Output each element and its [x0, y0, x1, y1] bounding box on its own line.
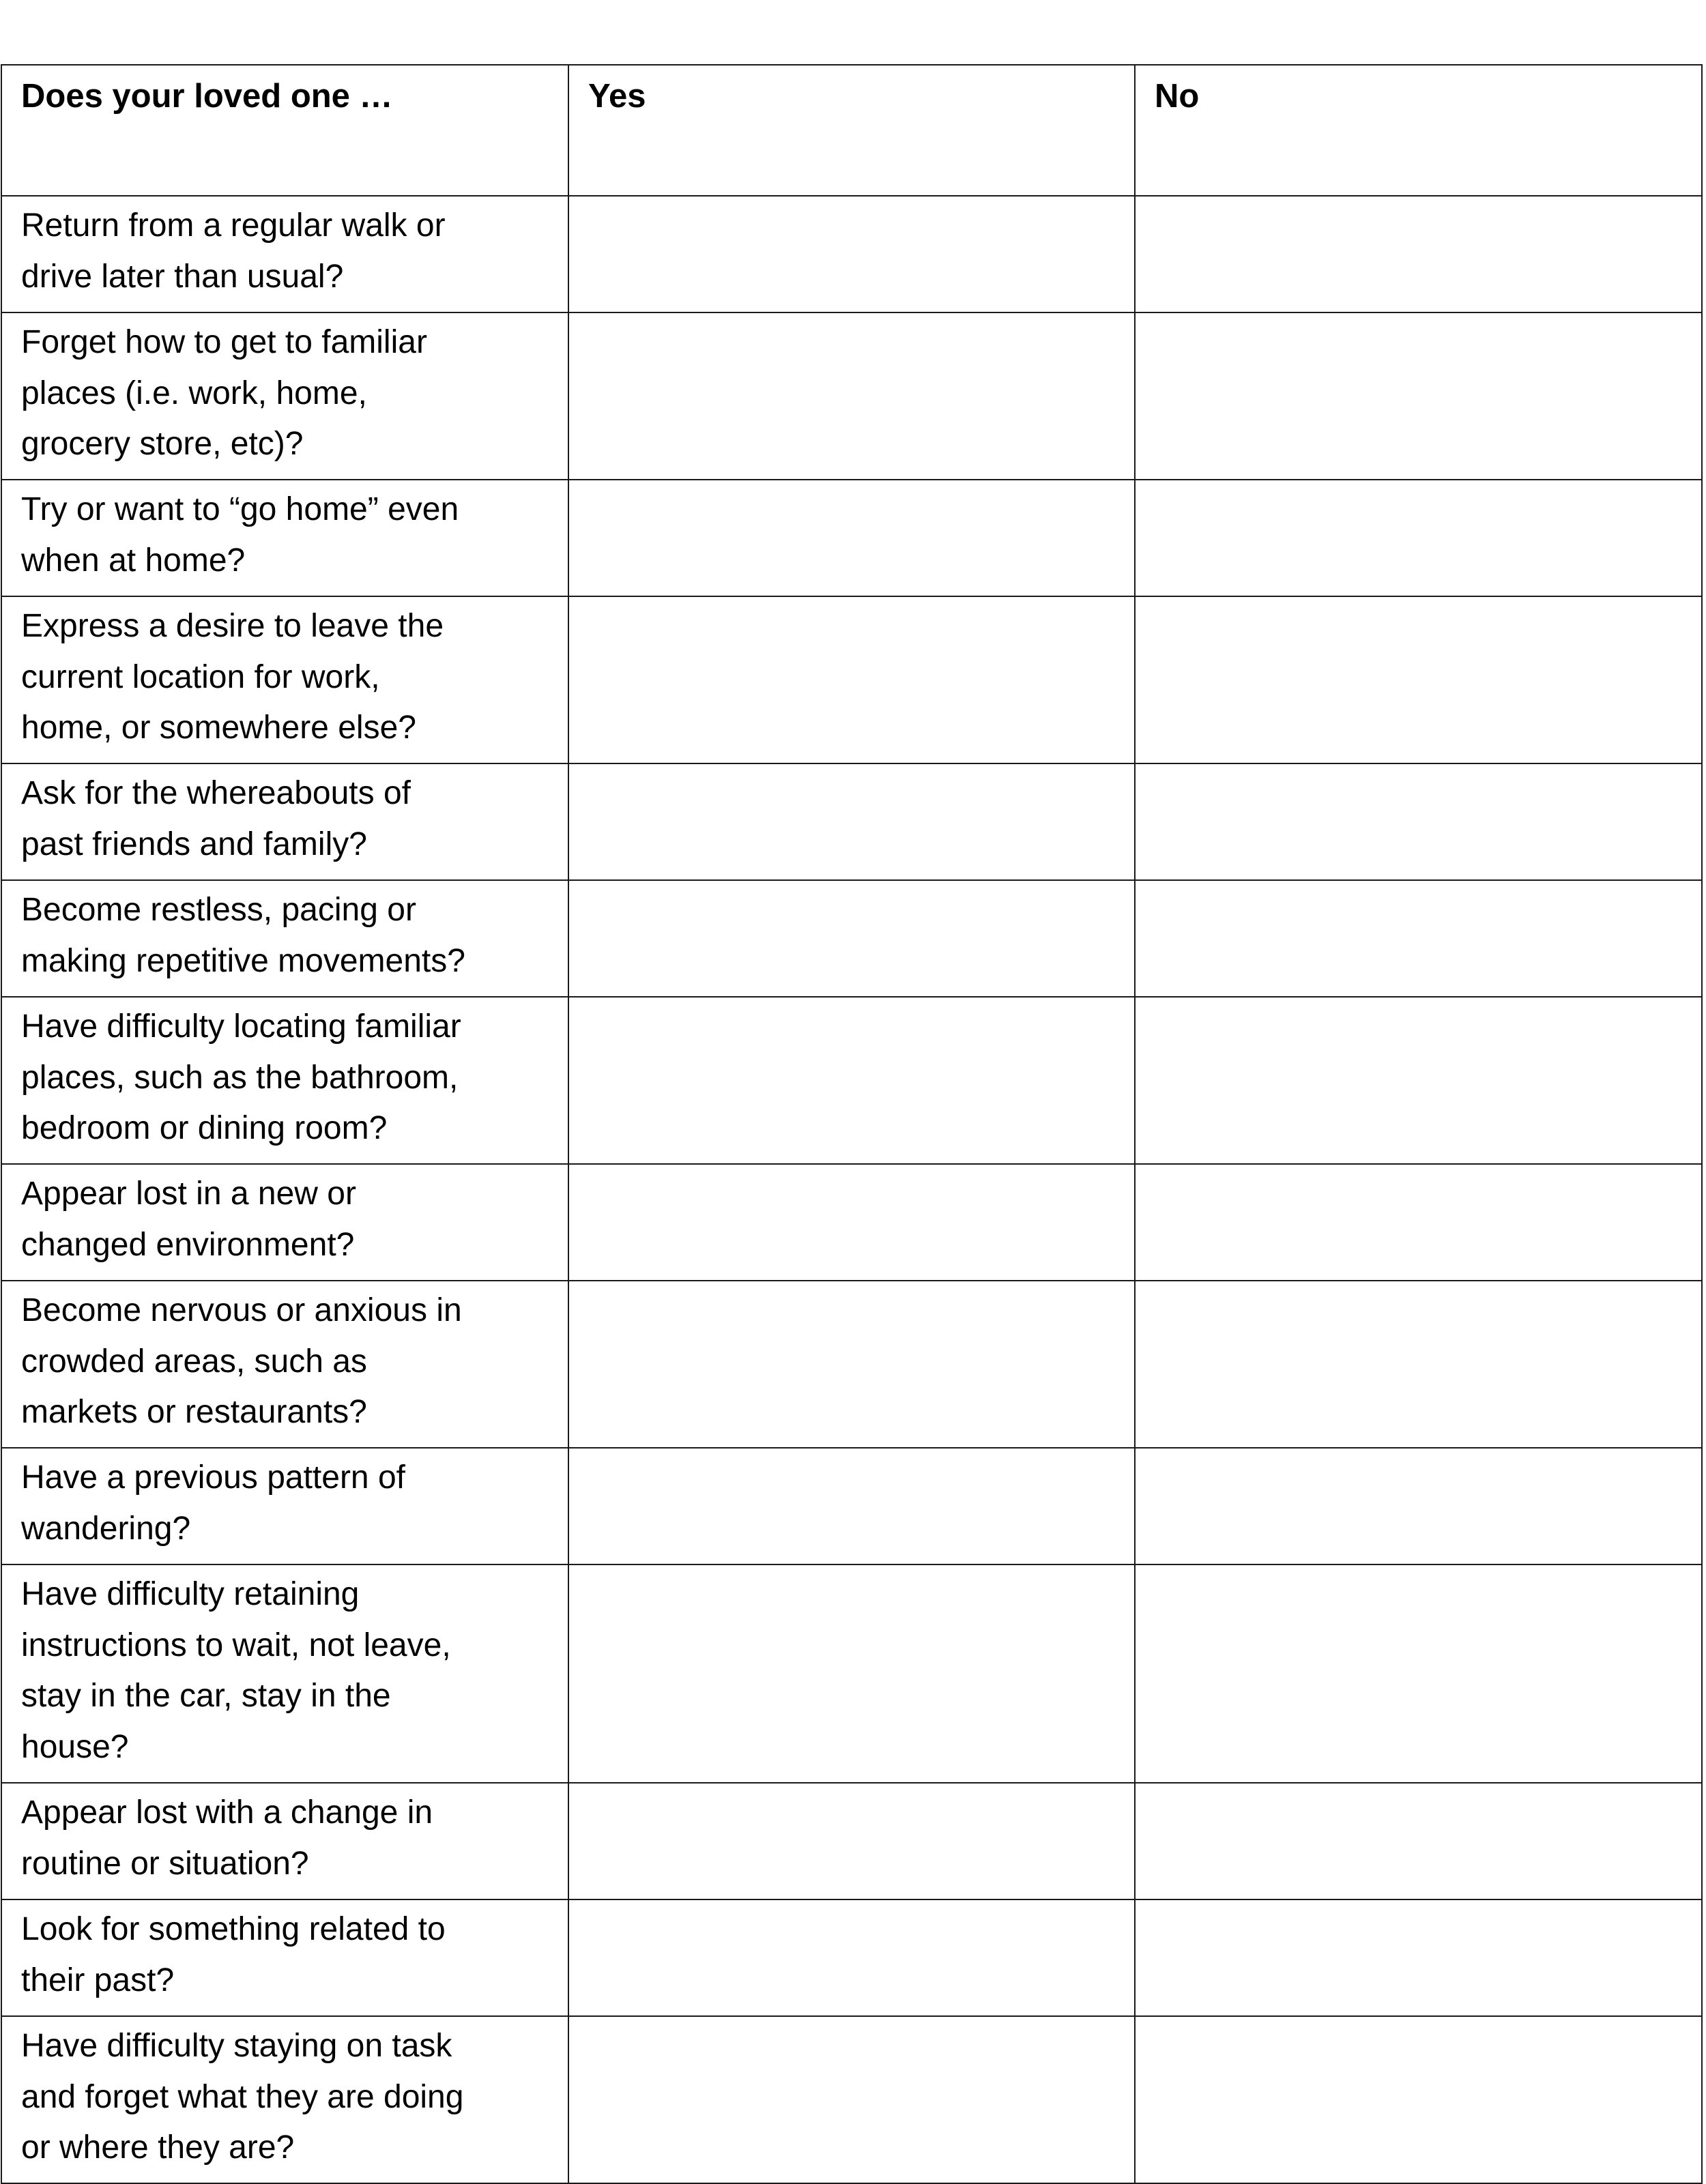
question-cell: [1, 880, 568, 997]
no-cell[interactable]: [1135, 312, 1702, 480]
question-cell: [1, 1281, 568, 1448]
question-line: Have difficulty staying on task: [21, 2028, 452, 2064]
yes-cell[interactable]: [568, 596, 1135, 763]
question-cell: [1, 1448, 568, 1564]
no-cell[interactable]: [1135, 1783, 1702, 1899]
question-line: Become restless, pacing or: [21, 892, 416, 928]
question-cell: [1, 1899, 568, 2016]
question-line: places (i.e. work, home,: [21, 375, 367, 411]
header-yes: Yes: [568, 65, 1135, 196]
question-line: Appear lost in a new or: [21, 1176, 356, 1212]
yes-cell[interactable]: [568, 312, 1135, 480]
question-line: house?: [21, 1728, 129, 1765]
table-row: [1, 1564, 1702, 1783]
yes-cell[interactable]: [568, 1164, 1135, 1281]
question-line: Forget how to get to familiar: [21, 324, 427, 360]
question-line: changed environment?: [21, 1226, 355, 1263]
no-cell[interactable]: [1135, 997, 1702, 1164]
yes-cell[interactable]: [568, 196, 1135, 312]
question-line: places, such as the bathroom,: [21, 1059, 459, 1096]
question-line: home, or somewhere else?: [21, 710, 416, 746]
table-row: [1, 1164, 1702, 1281]
question-cell: [1, 596, 568, 763]
question-line: Ask for the whereabouts of: [21, 775, 411, 811]
question-line: grocery store, etc)?: [21, 426, 304, 462]
no-cell[interactable]: [1135, 763, 1702, 880]
question-line: making repetitive movements?: [21, 942, 465, 979]
question-line: past friends and family?: [21, 826, 367, 862]
no-cell[interactable]: [1135, 2016, 1702, 2183]
yes-cell[interactable]: [568, 1783, 1135, 1899]
question-cell: [1, 196, 568, 312]
table-row: [1, 997, 1702, 1164]
question-line: bedroom or dining room?: [21, 1110, 388, 1146]
question-line: instructions to wait, not leave,: [21, 1627, 451, 1663]
question-line: Have difficulty retaining: [21, 1576, 360, 1612]
wandering-checklist-table: [1, 64, 1703, 2184]
question-cell: [1, 997, 568, 1164]
table-row: [1, 1783, 1702, 1899]
table-row: [1, 1899, 1702, 2016]
yes-cell[interactable]: [568, 480, 1135, 596]
no-cell[interactable]: [1135, 1899, 1702, 2016]
question-cell: [1, 312, 568, 480]
question-cell: [1, 763, 568, 880]
yes-cell[interactable]: [568, 880, 1135, 997]
no-cell[interactable]: [1135, 1281, 1702, 1448]
question-line: when at home?: [21, 542, 246, 579]
no-cell[interactable]: [1135, 1164, 1702, 1281]
question-line: Return from a regular walk or: [21, 207, 446, 244]
yes-cell[interactable]: [568, 2016, 1135, 2183]
question-line: and forget what they are doing: [21, 2078, 464, 2115]
question-line: or where they are?: [21, 2129, 295, 2166]
question-line: stay in the car, stay in the: [21, 1678, 391, 1714]
question-line: drive later than usual?: [21, 258, 344, 295]
yes-cell[interactable]: [568, 1448, 1135, 1564]
table-row: [1, 880, 1702, 997]
table-row: [1, 2016, 1702, 2183]
question-line: Become nervous or anxious in: [21, 1292, 462, 1328]
question-line: Have difficulty locating familiar: [21, 1008, 461, 1045]
question-line: current location for work,: [21, 658, 380, 695]
yes-cell[interactable]: [568, 763, 1135, 880]
table-row: [1, 763, 1702, 880]
no-cell[interactable]: [1135, 480, 1702, 596]
no-cell[interactable]: [1135, 1448, 1702, 1564]
table-row: [1, 1281, 1702, 1448]
question-line: Try or want to “go home” even: [21, 491, 459, 527]
question-line: markets or restaurants?: [21, 1394, 367, 1430]
question-line: crowded areas, such as: [21, 1343, 367, 1380]
table-row: [1, 312, 1702, 480]
question-line: Have a previous pattern of: [21, 1459, 405, 1496]
yes-cell[interactable]: [568, 1899, 1135, 2016]
table-row: [1, 596, 1702, 763]
no-cell[interactable]: [1135, 196, 1702, 312]
question-cell: [1, 1564, 568, 1783]
table-row: [1, 480, 1702, 596]
no-cell[interactable]: [1135, 1564, 1702, 1783]
yes-cell[interactable]: [568, 1564, 1135, 1783]
question-line: their past?: [21, 1962, 175, 1998]
question-cell: [1, 480, 568, 596]
no-cell[interactable]: [1135, 596, 1702, 763]
header-no: No: [1135, 65, 1702, 196]
question-cell: [1, 1164, 568, 1281]
yes-cell[interactable]: [568, 997, 1135, 1164]
question-line: Appear lost with a change in: [21, 1794, 433, 1831]
question-cell: [1, 2016, 568, 2183]
question-cell: [1, 1783, 568, 1899]
header-question: Does your loved one …: [1, 65, 568, 196]
question-line: wandering?: [21, 1510, 191, 1547]
table-row: [1, 1448, 1702, 1564]
question-line: Express a desire to leave the: [21, 608, 444, 644]
no-cell[interactable]: [1135, 880, 1702, 997]
question-line: Look for something related to: [21, 1911, 446, 1947]
question-line: routine or situation?: [21, 1845, 309, 1882]
yes-cell[interactable]: [568, 1281, 1135, 1448]
table-row: [1, 196, 1702, 312]
header-row: [1, 65, 1702, 196]
